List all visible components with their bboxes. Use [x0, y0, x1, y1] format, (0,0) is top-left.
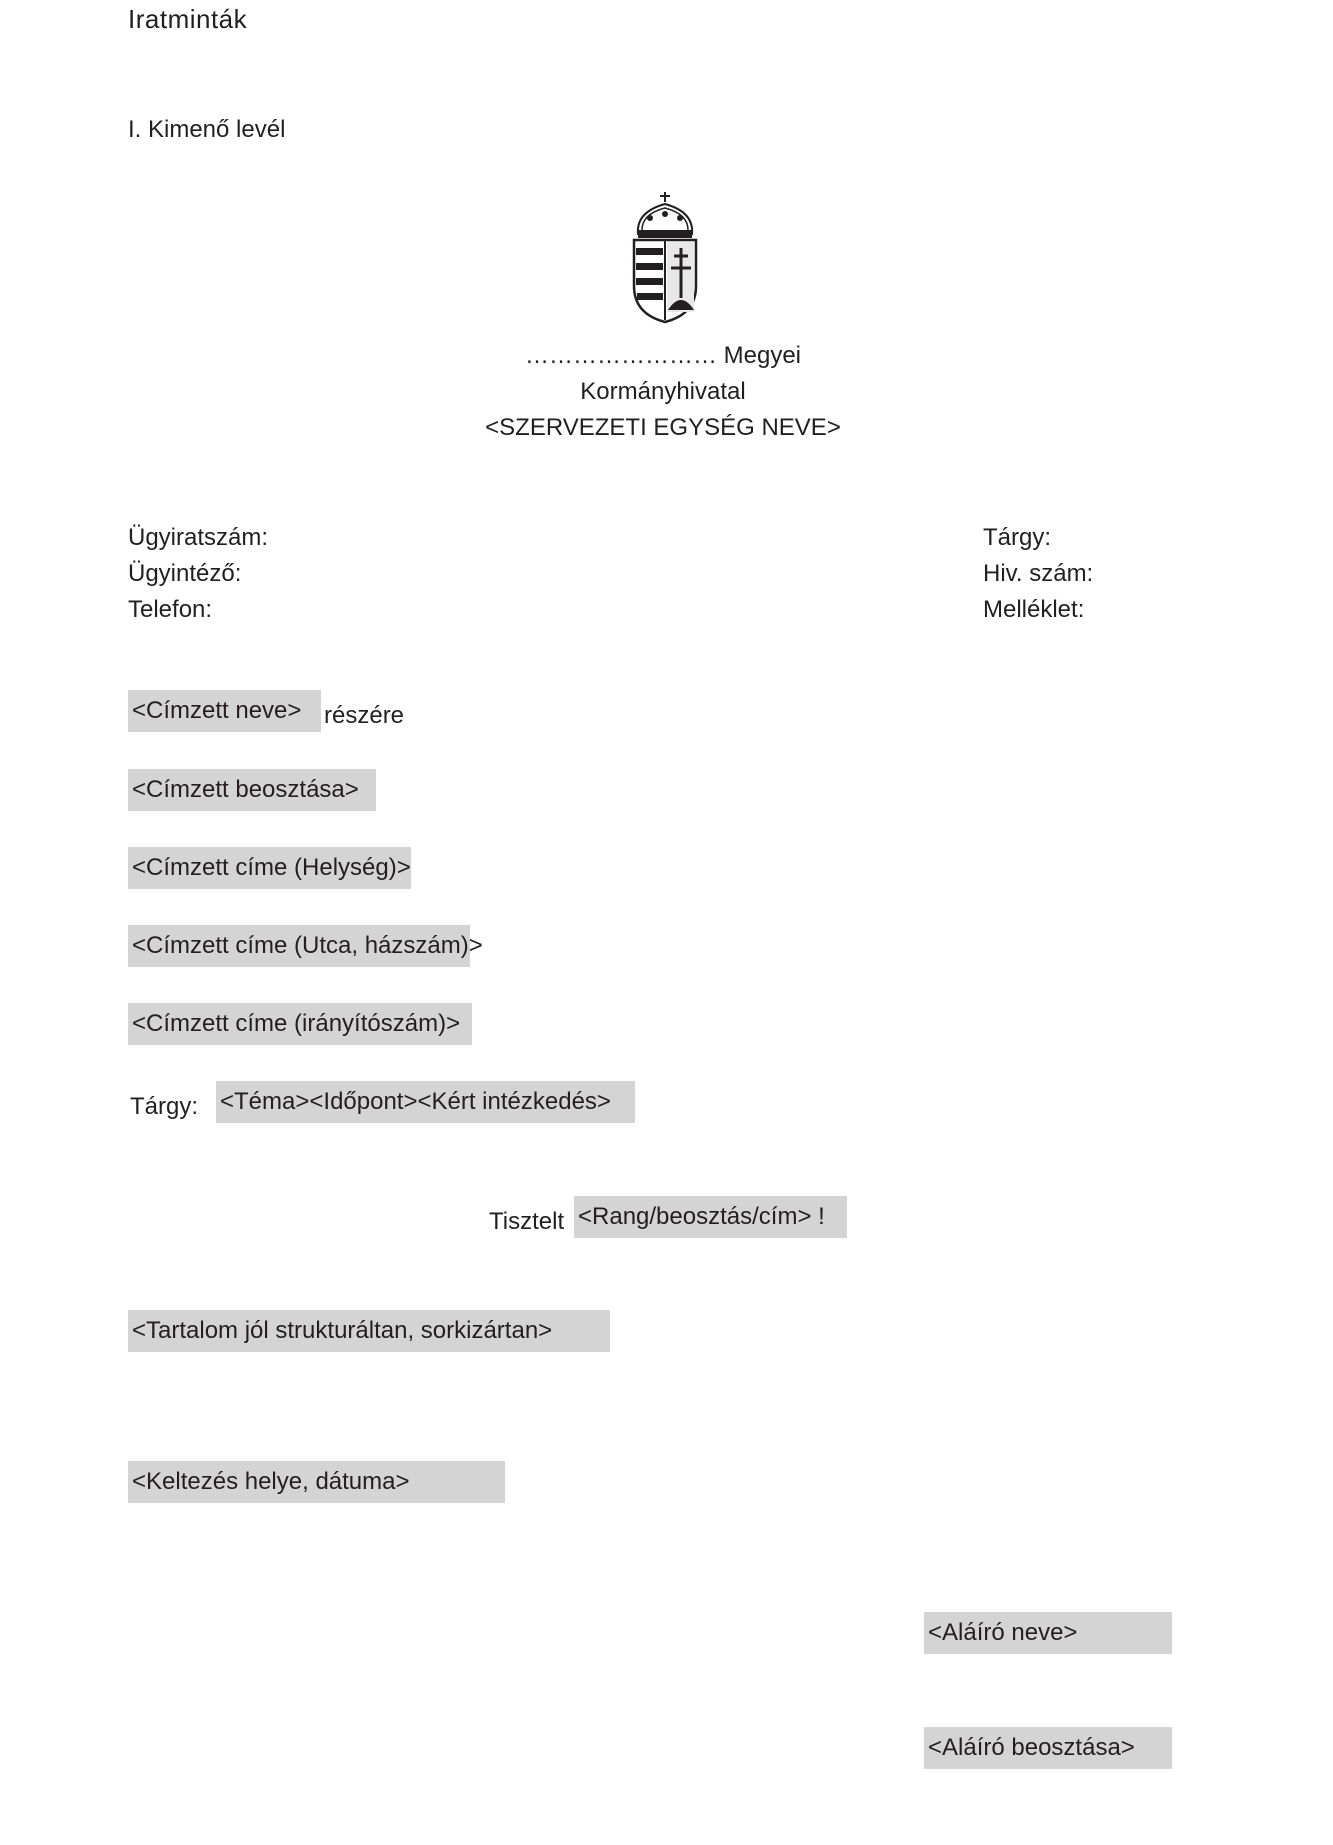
recipient-position-field[interactable]: <Címzett beosztása>	[128, 769, 376, 811]
subject-label-right: Tárgy:	[983, 524, 1052, 551]
recipient-name-suffix: részére	[324, 702, 405, 729]
office-line-2: Kormányhivatal	[580, 378, 746, 405]
section-title: Iratminták	[128, 4, 248, 34]
office-dots: ……………………	[524, 342, 717, 369]
attachment-label: Melléklet:	[983, 596, 1085, 623]
document-title: I. Kimenő levél	[128, 116, 286, 143]
ref-number-label: Hiv. szám:	[983, 560, 1094, 587]
hungarian-coat-of-arms-icon	[628, 190, 702, 325]
recipient-street-field[interactable]: <Címzett címe (Utca, házszám)>	[128, 925, 470, 967]
recipient-city-field[interactable]: <Címzett címe (Helység)>	[128, 847, 411, 889]
subject-label: Tárgy:	[130, 1093, 199, 1120]
content-field[interactable]: <Tartalom jól strukturáltan, sorkizártan>	[128, 1310, 610, 1352]
salutation-prefix: Tisztelt	[489, 1208, 565, 1235]
recipient-name-field[interactable]: <Címzett neve>	[128, 690, 321, 732]
subject-field[interactable]: <Téma><Időpont><Kért intézkedés>	[216, 1081, 635, 1123]
office-county-word: Megyei	[723, 342, 802, 369]
case-number-label: Ügyiratszám:	[128, 524, 269, 551]
administrator-label: Ügyintéző:	[128, 560, 242, 587]
office-heading	[463, 338, 863, 446]
salutation-field[interactable]: <Rang/beosztás/cím> !	[574, 1196, 847, 1238]
recipient-zip-field[interactable]: <Címzett címe (irányítószám)>	[128, 1003, 472, 1045]
date-place-field[interactable]: <Keltezés helye, dátuma>	[128, 1461, 505, 1503]
office-line-3: <SZERVEZETI EGYSÉG NEVE>	[485, 414, 841, 441]
office-line-1	[463, 338, 863, 374]
signer-name-field[interactable]: <Aláíró neve>	[924, 1612, 1172, 1654]
phone-label: Telefon:	[128, 596, 213, 623]
signer-position-field[interactable]: <Aláíró beosztása>	[924, 1727, 1172, 1769]
